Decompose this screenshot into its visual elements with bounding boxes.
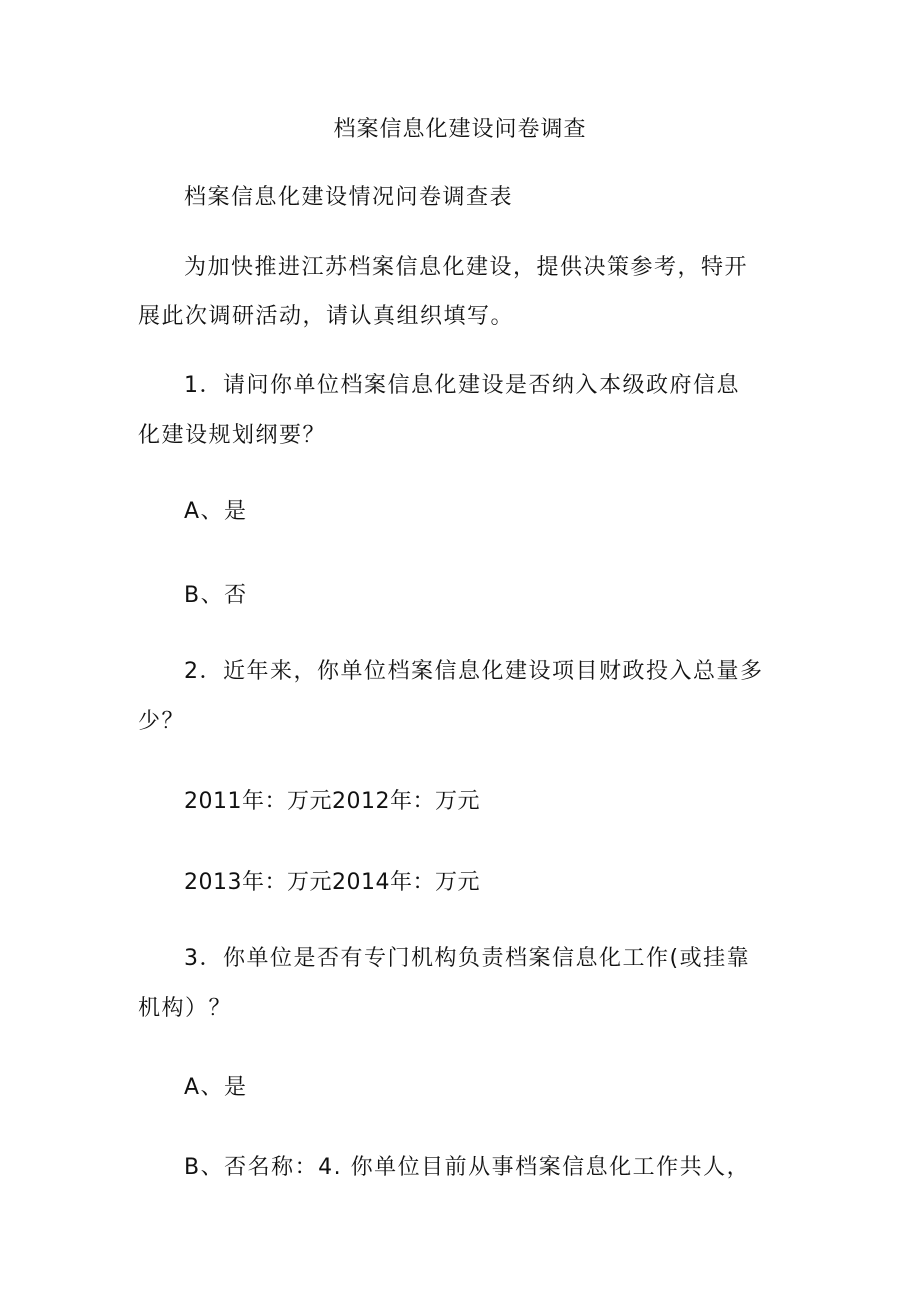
question-2-line-2: 少？ bbox=[138, 709, 186, 734]
question-1-option-a: A、是 bbox=[184, 499, 248, 524]
question-1-line-1: 1．请问你单位档案信息化建设是否纳入本级政府信息 bbox=[184, 373, 740, 398]
intro-paragraph-line-1: 为加快推进江苏档案信息化建设，提供决策参考，特开 bbox=[184, 255, 749, 280]
question-1-line-2: 化建设规划纲要？ bbox=[138, 423, 327, 448]
intro-paragraph-line-2: 展此次调研活动，请认真组织填写。 bbox=[138, 304, 515, 329]
question-2-years-row-2: 2013年：万元2014年：万元 bbox=[184, 870, 480, 895]
question-3-option-a: A、是 bbox=[184, 1075, 248, 1100]
question-2-line-1: 2．近年来，你单位档案信息化建设项目财政投入总量多 bbox=[184, 659, 764, 684]
form-subtitle: 档案信息化建设情况问卷调查表 bbox=[184, 185, 514, 210]
question-1-option-b: B、否 bbox=[184, 583, 248, 608]
question-3-line-2: 机构）？ bbox=[138, 996, 233, 1021]
question-3-option-b: B、否名称：4. 你单位目前从事档案信息化工作共人， bbox=[184, 1155, 751, 1180]
question-2-years-row-1: 2011年：万元2012年：万元 bbox=[184, 789, 480, 814]
page-title: 档案信息化建设问卷调查 bbox=[333, 117, 587, 142]
question-3-line-1: 3．你单位是否有专门机构负责档案信息化工作(或挂靠 bbox=[184, 946, 751, 971]
